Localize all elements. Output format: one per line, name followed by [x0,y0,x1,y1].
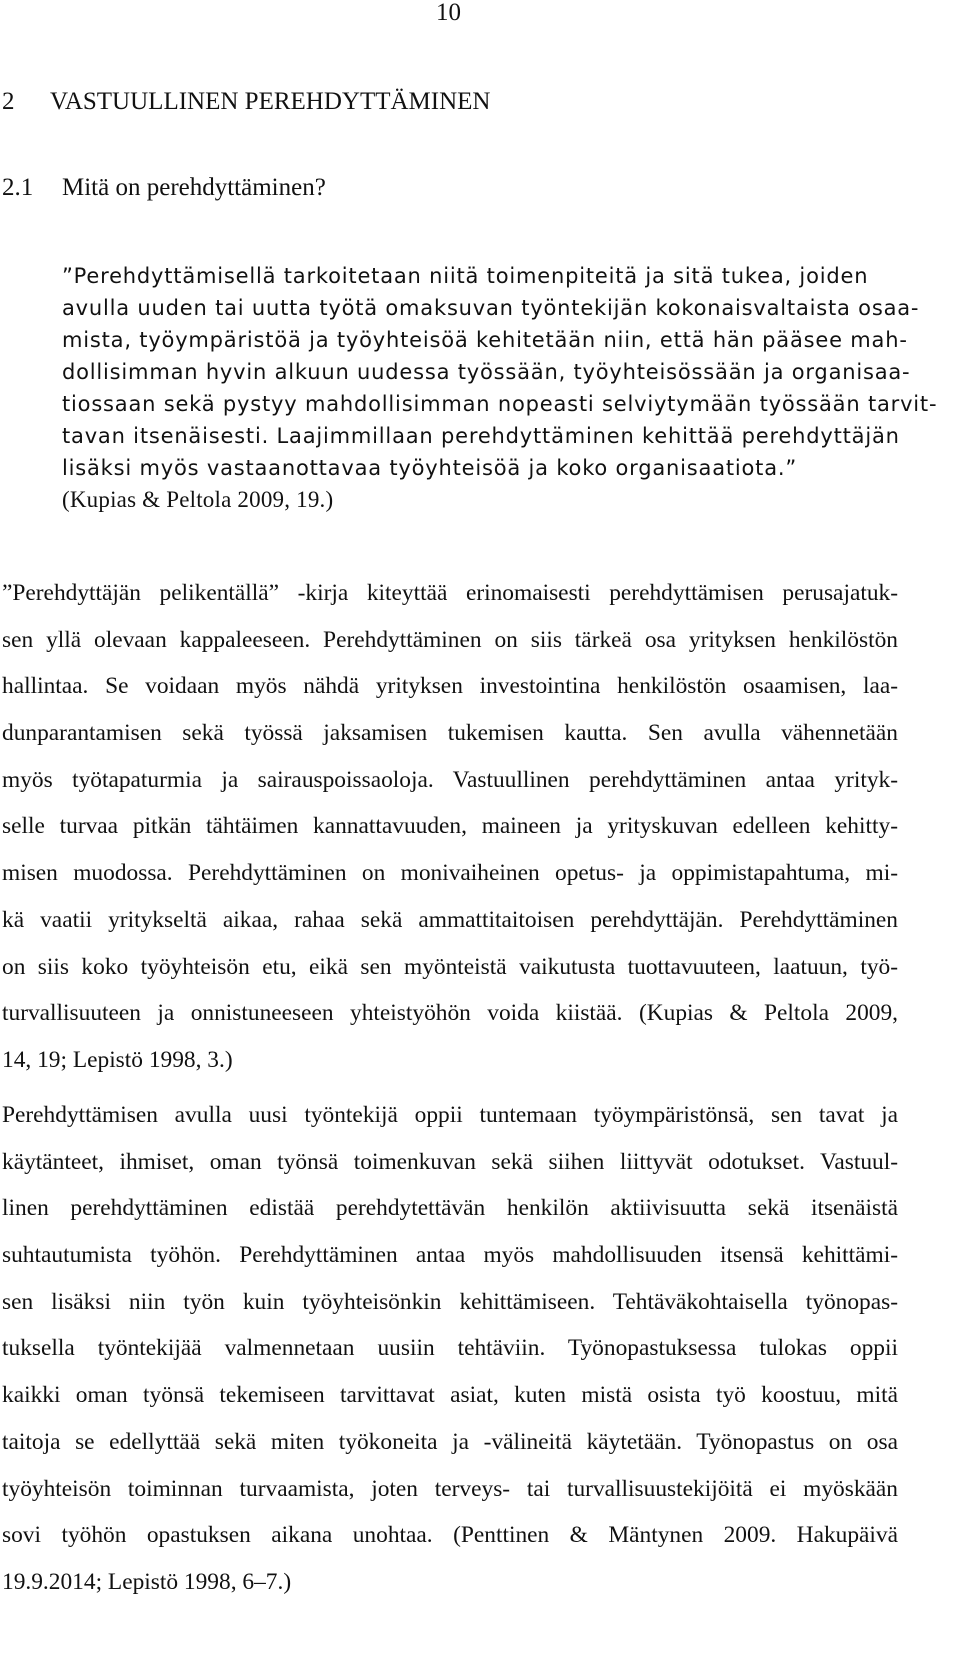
chapter-heading [2,86,490,118]
paragraph-line: linen perehdyttäminen edistää perehdytettävän henkilön aktiivisuutta sekä itsenäistä [2,1195,898,1222]
paragraph-line: työyhteisön toiminnan turvaamista, joten terveys- tai turvallisuustekijöitä ei myöskään [2,1475,898,1502]
paragraph-line: käytänteet, ihmiset, oman työnsä toimenkuvan sekä siihen liittyvät odotukset. Vastuul- [2,1148,898,1175]
paragraph-line: ”Perehdyttäjän pelikentällä” -kirja kiteyttää erinomaisesti perehdyttämisen perusajatuk- [2,580,898,606]
quote-line: avulla uuden tai uutta työtä omaksuvan työntekijän kokonaisvaltaista osaa- [62,296,920,320]
paragraph-line: sen yllä olevaan kappaleeseen. Perehdyttäminen on siis tärkeä osa yrityksen henkilöstön [2,626,898,653]
paragraph-line: sen lisäksi niin työn kuin työyhteisönkin kehittämiseen. Tehtäväkohtaisella työnopas- [2,1288,898,1315]
paragraph-line: sovi työhön opastuksen aikana unohtaa. (Penttinen & Mäntynen 2009. Hakupäivä [2,1522,898,1549]
paragraph-line: 14, 19; Lepistö 1998, 3.) [2,1046,233,1073]
paragraph-line: suhtautumista työhön. Perehdyttäminen antaa myös mahdollisuuden itsensä kehittämi- [2,1242,898,1269]
quote-line: mista, työympäristöä ja työyhteisöä kehitetään niin, että hän pääsee mah- [62,328,908,352]
paragraph-line: kä vaatii yritykseltä aikaa, rahaa sekä ammattitaitoisen perehdyttäjän. Perehdyttäminen [2,906,898,933]
page-number: 10 [436,0,461,26]
paragraph-line: myös työtapaturmia ja sairauspoissaoloja. Vastuullinen perehdyttäminen antaa yrityk- [2,766,898,793]
chapter-title: VASTUULLINEN PEREHDYTTÄMINEN [50,88,491,115]
quote-line: lisäksi myös vastaanottavaa työyhteisöä ja koko organisaatiota.” [62,456,798,480]
quote-line: ”Perehdyttämisellä tarkoitetaan niitä toimenpiteitä ja sitä tukea, joiden [62,264,869,288]
paragraph-line: selle turvaa pitkän tähtäimen kannattavuuden, maineen ja yrityskuvan edelleen kehitty- [2,813,898,840]
section-heading [2,172,326,204]
quote-line: tavan itsenäisesti. Laajimmillaan perehdyttäminen kehittää perehdyttäjän [62,424,900,448]
paragraph-line: taitoja se edellyttää sekä miten työkoneita ja -välineitä käytetään. Työnopastus on osa [2,1428,898,1455]
paragraph-line: misen muodossa. Perehdyttäminen on monivaiheinen opetus- ja oppimistapahtuma, mi- [2,860,898,887]
section-number: 2.1 [2,174,34,201]
paragraph-line: tuksella työntekijää valmennetaan uusiin tehtäviin. Työnopastuksessa tulokas oppii [2,1335,898,1362]
chapter-number: 2 [2,88,15,115]
paragraph-line: Perehdyttämisen avulla uusi työntekijä oppii tuntemaan työympäristönsä, sen tavat ja [2,1102,898,1128]
paragraph-line: turvallisuuteen ja onnistuneeseen yhteistyöhön voida kiistää. (Kupias & Peltola 2009, [2,1000,898,1027]
body-paragraph-1 [2,570,898,1084]
body-paragraph-2 [2,1092,898,1606]
quote-line: dollisimman hyvin alkuun uudessa työssään, työyhteisössään ja organisaa- [62,360,911,384]
quote-line: tiossaan sekä pystyy mahdollisimman nopeasti selviytymään työssään tarvit- [62,392,938,416]
section-title: Mitä on perehdyttäminen? [62,174,326,201]
paragraph-line: kaikki oman työnsä tekemiseen tarvittavat asiat, kuten mistä osista työ koostuu, mitä [2,1382,898,1409]
paragraph-line: dunparantamisen sekä työssä jaksamisen tukemisen kautta. Sen avulla vähennetään [2,720,898,747]
paragraph-line: on siis koko työyhteisön etu, eikä sen myönteistä vaikutusta tuottavuuteen, laatuun, työ- [2,953,898,980]
paragraph-line: 19.9.2014; Lepistö 1998, 6–7.) [2,1568,292,1595]
quote-citation: (Kupias & Peltola 2009, 19.) [62,487,334,512]
block-quote [62,260,938,516]
paragraph-line: hallintaa. Se voidaan myös nähdä yrityksen investointina henkilöstön osaamisen, laa- [2,673,898,700]
